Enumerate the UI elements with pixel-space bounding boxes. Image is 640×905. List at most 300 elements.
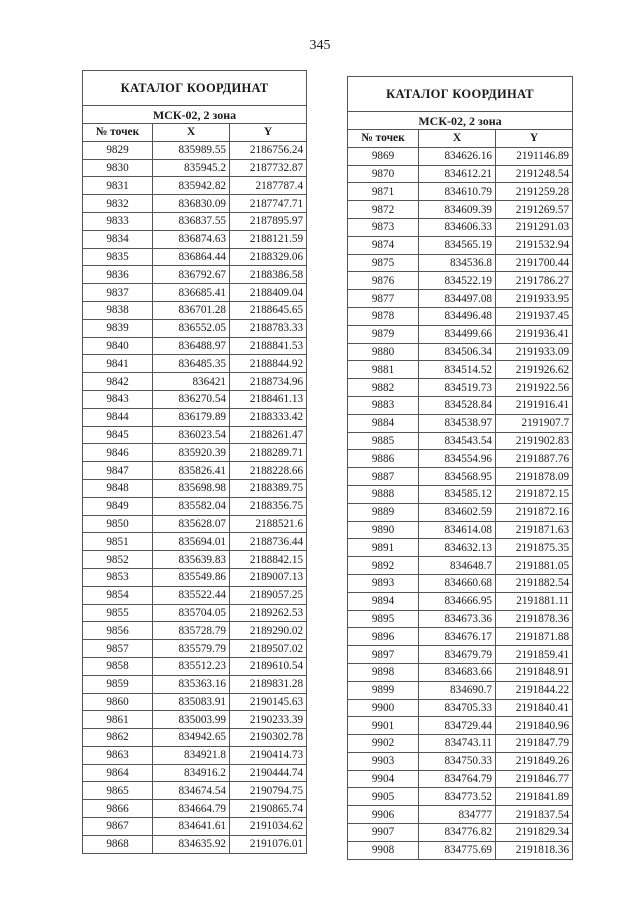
y-coordinate-cell: 2191700.44: [496, 254, 573, 272]
point-number-cell: 9897: [348, 646, 419, 664]
x-coordinate-cell: 834538.97: [419, 414, 496, 432]
x-coordinate-cell: 834496.48: [419, 307, 496, 325]
table-row: [83, 800, 307, 818]
table-row: [83, 764, 307, 782]
x-coordinate-cell: 836701.28: [153, 301, 230, 319]
x-coordinate-cell: 834519.73: [419, 379, 496, 397]
table-row: [348, 450, 573, 468]
y-coordinate-cell: 2190794.75: [230, 782, 307, 800]
y-coordinate-cell: 2191259.28: [496, 183, 573, 201]
table-row: [83, 818, 307, 836]
y-coordinate-cell: 2188842.15: [230, 551, 307, 569]
point-number-cell: 9893: [348, 574, 419, 592]
point-number-cell: 9848: [83, 479, 153, 497]
x-coordinate-cell: 834679.79: [419, 646, 496, 664]
point-number-cell: 9876: [348, 272, 419, 290]
x-coordinate-cell: 835522.44: [153, 586, 230, 604]
point-number-cell: 9867: [83, 818, 153, 836]
y-coordinate-cell: 2186756.24: [230, 141, 307, 159]
table-row: [348, 503, 573, 521]
y-coordinate-cell: 2191936.41: [496, 325, 573, 343]
y-coordinate-cell: 2188841.53: [230, 337, 307, 355]
point-number-cell: 9870: [348, 165, 419, 183]
y-coordinate-cell: 2191872.15: [496, 485, 573, 503]
table-row: [83, 266, 307, 284]
y-coordinate-cell: 2189007.13: [230, 568, 307, 586]
x-coordinate-cell: 835945.2: [153, 159, 230, 177]
y-coordinate-cell: 2191269.57: [496, 201, 573, 219]
table-row: [348, 610, 573, 628]
point-number-cell: 9901: [348, 717, 419, 735]
table-row: [83, 640, 307, 658]
table-row: [83, 746, 307, 764]
y-coordinate-cell: 2190302.78: [230, 729, 307, 747]
table-row: [348, 752, 573, 770]
table-row: [348, 574, 573, 592]
x-coordinate-cell: 835989.55: [153, 141, 230, 159]
y-coordinate-cell: 2191841.89: [496, 788, 573, 806]
point-number-cell: 9865: [83, 782, 153, 800]
table-row: [348, 806, 573, 824]
table-row: [348, 663, 573, 681]
point-number-cell: 9887: [348, 468, 419, 486]
x-coordinate-cell: 835083.91: [153, 693, 230, 711]
x-coordinate-cell: 834674.54: [153, 782, 230, 800]
table-row: [348, 699, 573, 717]
table-row: [83, 230, 307, 248]
x-coordinate-cell: 835639.83: [153, 551, 230, 569]
x-coordinate-cell: 836792.67: [153, 266, 230, 284]
x-coordinate-cell: 835512.23: [153, 657, 230, 675]
point-number-cell: 9891: [348, 539, 419, 557]
x-coordinate-cell: 836864.44: [153, 248, 230, 266]
x-coordinate-cell: 835579.79: [153, 640, 230, 658]
table-row: [83, 586, 307, 604]
table-row: [348, 307, 573, 325]
x-coordinate-cell: 834750.33: [419, 752, 496, 770]
x-coordinate-cell: 835942.82: [153, 177, 230, 195]
y-coordinate-cell: 2188386.58: [230, 266, 307, 284]
x-coordinate-cell: 834606.33: [419, 218, 496, 236]
point-number-cell: 9847: [83, 462, 153, 480]
x-coordinate-cell: 834942.65: [153, 729, 230, 747]
table-row: [83, 782, 307, 800]
point-number-cell: 9861: [83, 711, 153, 729]
x-coordinate-cell: 834775.69: [419, 841, 496, 859]
y-coordinate-cell: 2190444.74: [230, 764, 307, 782]
x-coordinate-cell: 835628.07: [153, 515, 230, 533]
x-coordinate-cell: 834610.79: [419, 183, 496, 201]
table-row: [83, 604, 307, 622]
catalog-title: КАТАЛОГ КООРДИНАТ: [83, 71, 307, 106]
table-row: [348, 379, 573, 397]
table-row: [348, 201, 573, 219]
table-row: [83, 533, 307, 551]
y-coordinate-cell: 2191818.36: [496, 841, 573, 859]
x-coordinate-cell: 834729.44: [419, 717, 496, 735]
x-coordinate-cell: 834764.79: [419, 770, 496, 788]
table-row: [348, 717, 573, 735]
y-coordinate-cell: 2189262.53: [230, 604, 307, 622]
y-coordinate-cell: 2191291.03: [496, 218, 573, 236]
point-number-cell: 9846: [83, 444, 153, 462]
table-row: [83, 711, 307, 729]
table-row: [348, 396, 573, 414]
column-header-y: Y: [230, 124, 307, 142]
point-number-cell: 9863: [83, 746, 153, 764]
table-row: [83, 515, 307, 533]
y-coordinate-cell: 2188329.06: [230, 248, 307, 266]
point-number-cell: 9894: [348, 592, 419, 610]
y-coordinate-cell: 2191881.11: [496, 592, 573, 610]
point-number-cell: 9857: [83, 640, 153, 658]
point-number-cell: 9879: [348, 325, 419, 343]
point-number-cell: 9889: [348, 503, 419, 521]
x-coordinate-cell: 834626.16: [419, 147, 496, 165]
point-number-cell: 9874: [348, 236, 419, 254]
y-coordinate-cell: 2191922.56: [496, 379, 573, 397]
table-row: [83, 675, 307, 693]
x-coordinate-cell: 835363.16: [153, 675, 230, 693]
x-coordinate-cell: 835582.04: [153, 497, 230, 515]
y-coordinate-cell: 2191916.41: [496, 396, 573, 414]
point-number-cell: 9895: [348, 610, 419, 628]
table-row: [348, 770, 573, 788]
table-row: [348, 592, 573, 610]
x-coordinate-cell: 834664.79: [153, 800, 230, 818]
y-coordinate-cell: 2191871.88: [496, 628, 573, 646]
y-coordinate-cell: 2191902.83: [496, 432, 573, 450]
table-row: [83, 408, 307, 426]
x-coordinate-cell: 834565.19: [419, 236, 496, 254]
table-row: [83, 479, 307, 497]
y-coordinate-cell: 2189057.25: [230, 586, 307, 604]
y-coordinate-cell: 2191076.01: [230, 835, 307, 853]
x-coordinate-cell: 834705.33: [419, 699, 496, 717]
y-coordinate-cell: 2191859.41: [496, 646, 573, 664]
x-coordinate-cell: 836421: [153, 373, 230, 391]
column-header-point: № точек: [83, 124, 153, 142]
point-number-cell: 9866: [83, 800, 153, 818]
table-row: [83, 462, 307, 480]
table-row: [83, 301, 307, 319]
table-row: [83, 212, 307, 230]
y-coordinate-cell: 2188228.66: [230, 462, 307, 480]
x-coordinate-cell: 834916.2: [153, 764, 230, 782]
x-coordinate-cell: 834921.8: [153, 746, 230, 764]
y-coordinate-cell: 2191248.54: [496, 165, 573, 183]
point-number-cell: 9907: [348, 824, 419, 842]
y-coordinate-cell: 2188645.65: [230, 301, 307, 319]
point-number-cell: 9842: [83, 373, 153, 391]
table-row: [83, 568, 307, 586]
point-number-cell: 9862: [83, 729, 153, 747]
y-coordinate-cell: 2188121.59: [230, 230, 307, 248]
y-coordinate-cell: 2191846.77: [496, 770, 573, 788]
table-row: [348, 646, 573, 664]
table-row: [348, 841, 573, 859]
y-coordinate-cell: 2190233.39: [230, 711, 307, 729]
table-row: [348, 325, 573, 343]
y-coordinate-cell: 2191034.62: [230, 818, 307, 836]
table-row: [348, 272, 573, 290]
x-coordinate-cell: 834506.34: [419, 343, 496, 361]
point-number-cell: 9868: [83, 835, 153, 853]
point-number-cell: 9829: [83, 141, 153, 159]
x-coordinate-cell: 834568.95: [419, 468, 496, 486]
x-coordinate-cell: 836023.54: [153, 426, 230, 444]
point-number-cell: 9899: [348, 681, 419, 699]
y-coordinate-cell: 2191844.22: [496, 681, 573, 699]
column-header-y: Y: [496, 130, 573, 148]
table-row: [348, 183, 573, 201]
page-number: 345: [309, 38, 331, 53]
x-coordinate-cell: 834666.95: [419, 592, 496, 610]
y-coordinate-cell: 2188736.44: [230, 533, 307, 551]
point-number-cell: 9883: [348, 396, 419, 414]
point-number-cell: 9884: [348, 414, 419, 432]
table-row: [83, 159, 307, 177]
x-coordinate-cell: 834614.08: [419, 521, 496, 539]
table-row: [83, 693, 307, 711]
x-coordinate-cell: 834585.12: [419, 485, 496, 503]
x-coordinate-cell: 835694.01: [153, 533, 230, 551]
table-row: [83, 355, 307, 373]
y-coordinate-cell: 2191847.79: [496, 735, 573, 753]
x-coordinate-cell: 836485.35: [153, 355, 230, 373]
point-number-cell: 9858: [83, 657, 153, 675]
x-coordinate-cell: 834673.36: [419, 610, 496, 628]
table-row: [348, 539, 573, 557]
y-coordinate-cell: 2191146.89: [496, 147, 573, 165]
point-number-cell: 9905: [348, 788, 419, 806]
point-number-cell: 9850: [83, 515, 153, 533]
table-row: [348, 521, 573, 539]
point-number-cell: 9831: [83, 177, 153, 195]
x-coordinate-cell: 836552.05: [153, 319, 230, 337]
table-row: [348, 824, 573, 842]
point-number-cell: 9833: [83, 212, 153, 230]
table-row: [83, 141, 307, 159]
coordinate-catalog-table: [82, 70, 307, 854]
table-row: [348, 681, 573, 699]
y-coordinate-cell: 2191887.76: [496, 450, 573, 468]
y-coordinate-cell: 2188521.6: [230, 515, 307, 533]
point-number-cell: 9852: [83, 551, 153, 569]
point-number-cell: 9860: [83, 693, 153, 711]
point-number-cell: 9836: [83, 266, 153, 284]
y-coordinate-cell: 2190865.74: [230, 800, 307, 818]
y-coordinate-cell: 2191907.7: [496, 414, 573, 432]
x-coordinate-cell: 835003.99: [153, 711, 230, 729]
point-number-cell: 9849: [83, 497, 153, 515]
table-row: [348, 218, 573, 236]
table-row: [348, 485, 573, 503]
point-number-cell: 9840: [83, 337, 153, 355]
y-coordinate-cell: 2191829.34: [496, 824, 573, 842]
point-number-cell: 9835: [83, 248, 153, 266]
y-coordinate-cell: 2189507.02: [230, 640, 307, 658]
y-coordinate-cell: 2191849.26: [496, 752, 573, 770]
table-row: [83, 835, 307, 853]
table-row: [348, 628, 573, 646]
y-coordinate-cell: 2191872.16: [496, 503, 573, 521]
point-number-cell: 9869: [348, 147, 419, 165]
y-coordinate-cell: 2191786.27: [496, 272, 573, 290]
point-number-cell: 9888: [348, 485, 419, 503]
y-coordinate-cell: 2187732.87: [230, 159, 307, 177]
y-coordinate-cell: 2188461.13: [230, 390, 307, 408]
table-row: [348, 557, 573, 575]
y-coordinate-cell: 2188289.71: [230, 444, 307, 462]
y-coordinate-cell: 2191871.63: [496, 521, 573, 539]
y-coordinate-cell: 2189831.28: [230, 675, 307, 693]
table-row: [83, 248, 307, 266]
y-coordinate-cell: 2188356.75: [230, 497, 307, 515]
y-coordinate-cell: 2187895.97: [230, 212, 307, 230]
point-number-cell: 9841: [83, 355, 153, 373]
y-coordinate-cell: 2191840.41: [496, 699, 573, 717]
x-coordinate-cell: 834683.66: [419, 663, 496, 681]
point-number-cell: 9830: [83, 159, 153, 177]
table-row: [83, 497, 307, 515]
point-number-cell: 9906: [348, 806, 419, 824]
x-coordinate-cell: 834612.21: [419, 165, 496, 183]
point-number-cell: 9880: [348, 343, 419, 361]
y-coordinate-cell: 2191532.94: [496, 236, 573, 254]
x-coordinate-cell: 835549.86: [153, 568, 230, 586]
y-coordinate-cell: 2191878.09: [496, 468, 573, 486]
point-number-cell: 9851: [83, 533, 153, 551]
point-number-cell: 9855: [83, 604, 153, 622]
point-number-cell: 9877: [348, 290, 419, 308]
table-row: [83, 195, 307, 213]
x-coordinate-cell: 834609.39: [419, 201, 496, 219]
y-coordinate-cell: 2191882.54: [496, 574, 573, 592]
y-coordinate-cell: 2190145.63: [230, 693, 307, 711]
y-coordinate-cell: 2188333.42: [230, 408, 307, 426]
x-coordinate-cell: 836685.41: [153, 284, 230, 302]
x-coordinate-cell: 836830.09: [153, 195, 230, 213]
x-coordinate-cell: 835920.39: [153, 444, 230, 462]
table-row: [83, 444, 307, 462]
table-row: [83, 622, 307, 640]
point-number-cell: 9839: [83, 319, 153, 337]
point-number-cell: 9864: [83, 764, 153, 782]
point-number-cell: 9881: [348, 361, 419, 379]
x-coordinate-cell: 834648.7: [419, 557, 496, 575]
x-coordinate-cell: 835704.05: [153, 604, 230, 622]
point-number-cell: 9853: [83, 568, 153, 586]
x-coordinate-cell: 836874.63: [153, 230, 230, 248]
y-coordinate-cell: 2191933.95: [496, 290, 573, 308]
table-row: [348, 361, 573, 379]
x-coordinate-cell: 834499.66: [419, 325, 496, 343]
x-coordinate-cell: 834776.82: [419, 824, 496, 842]
y-coordinate-cell: 2188261.47: [230, 426, 307, 444]
column-header-x: X: [153, 124, 230, 142]
y-coordinate-cell: 2191878.36: [496, 610, 573, 628]
y-coordinate-cell: 2191837.54: [496, 806, 573, 824]
table-row: [348, 290, 573, 308]
point-number-cell: 9890: [348, 521, 419, 539]
point-number-cell: 9898: [348, 663, 419, 681]
y-coordinate-cell: 2191848.91: [496, 663, 573, 681]
x-coordinate-cell: 834632.13: [419, 539, 496, 557]
y-coordinate-cell: 2187787.4: [230, 177, 307, 195]
x-coordinate-cell: 834528.84: [419, 396, 496, 414]
point-number-cell: 9872: [348, 201, 419, 219]
point-number-cell: 9837: [83, 284, 153, 302]
point-number-cell: 9844: [83, 408, 153, 426]
point-number-cell: 9875: [348, 254, 419, 272]
point-number-cell: 9902: [348, 735, 419, 753]
table-row: [83, 426, 307, 444]
point-number-cell: 9903: [348, 752, 419, 770]
x-coordinate-cell: 835698.98: [153, 479, 230, 497]
point-number-cell: 9892: [348, 557, 419, 575]
y-coordinate-cell: 2188389.75: [230, 479, 307, 497]
x-coordinate-cell: 834690.7: [419, 681, 496, 699]
table-row: [348, 343, 573, 361]
catalog-zone: МСК-02, 2 зона: [348, 112, 573, 130]
x-coordinate-cell: 834536.8: [419, 254, 496, 272]
point-number-cell: 9845: [83, 426, 153, 444]
table-row: [348, 165, 573, 183]
x-coordinate-cell: 834543.54: [419, 432, 496, 450]
x-coordinate-cell: 835826.41: [153, 462, 230, 480]
y-coordinate-cell: 2191840.96: [496, 717, 573, 735]
table-row: [348, 432, 573, 450]
table-row: [83, 729, 307, 747]
point-number-cell: 9882: [348, 379, 419, 397]
y-coordinate-cell: 2189610.54: [230, 657, 307, 675]
table-row: [348, 735, 573, 753]
x-coordinate-cell: 834773.52: [419, 788, 496, 806]
point-number-cell: 9832: [83, 195, 153, 213]
y-coordinate-cell: 2191933.09: [496, 343, 573, 361]
y-coordinate-cell: 2191926.62: [496, 361, 573, 379]
point-number-cell: 9904: [348, 770, 419, 788]
point-number-cell: 9896: [348, 628, 419, 646]
point-number-cell: 9843: [83, 390, 153, 408]
table-row: [83, 177, 307, 195]
catalog-zone: МСК-02, 2 зона: [83, 106, 307, 124]
point-number-cell: 9834: [83, 230, 153, 248]
point-number-cell: 9878: [348, 307, 419, 325]
table-row: [83, 657, 307, 675]
y-coordinate-cell: 2190414.73: [230, 746, 307, 764]
y-coordinate-cell: 2189290.02: [230, 622, 307, 640]
y-coordinate-cell: 2188409.04: [230, 284, 307, 302]
table-row: [83, 551, 307, 569]
x-coordinate-cell: 834777: [419, 806, 496, 824]
y-coordinate-cell: 2188783.33: [230, 319, 307, 337]
table-row: [83, 337, 307, 355]
point-number-cell: 9885: [348, 432, 419, 450]
column-header-point: № точек: [348, 130, 419, 148]
point-number-cell: 9856: [83, 622, 153, 640]
table-row: [348, 254, 573, 272]
y-coordinate-cell: 2191881.05: [496, 557, 573, 575]
point-number-cell: 9900: [348, 699, 419, 717]
table-row: [348, 414, 573, 432]
x-coordinate-cell: 834660.68: [419, 574, 496, 592]
point-number-cell: 9838: [83, 301, 153, 319]
x-coordinate-cell: 836270.54: [153, 390, 230, 408]
x-coordinate-cell: 834743.11: [419, 735, 496, 753]
x-coordinate-cell: 835728.79: [153, 622, 230, 640]
